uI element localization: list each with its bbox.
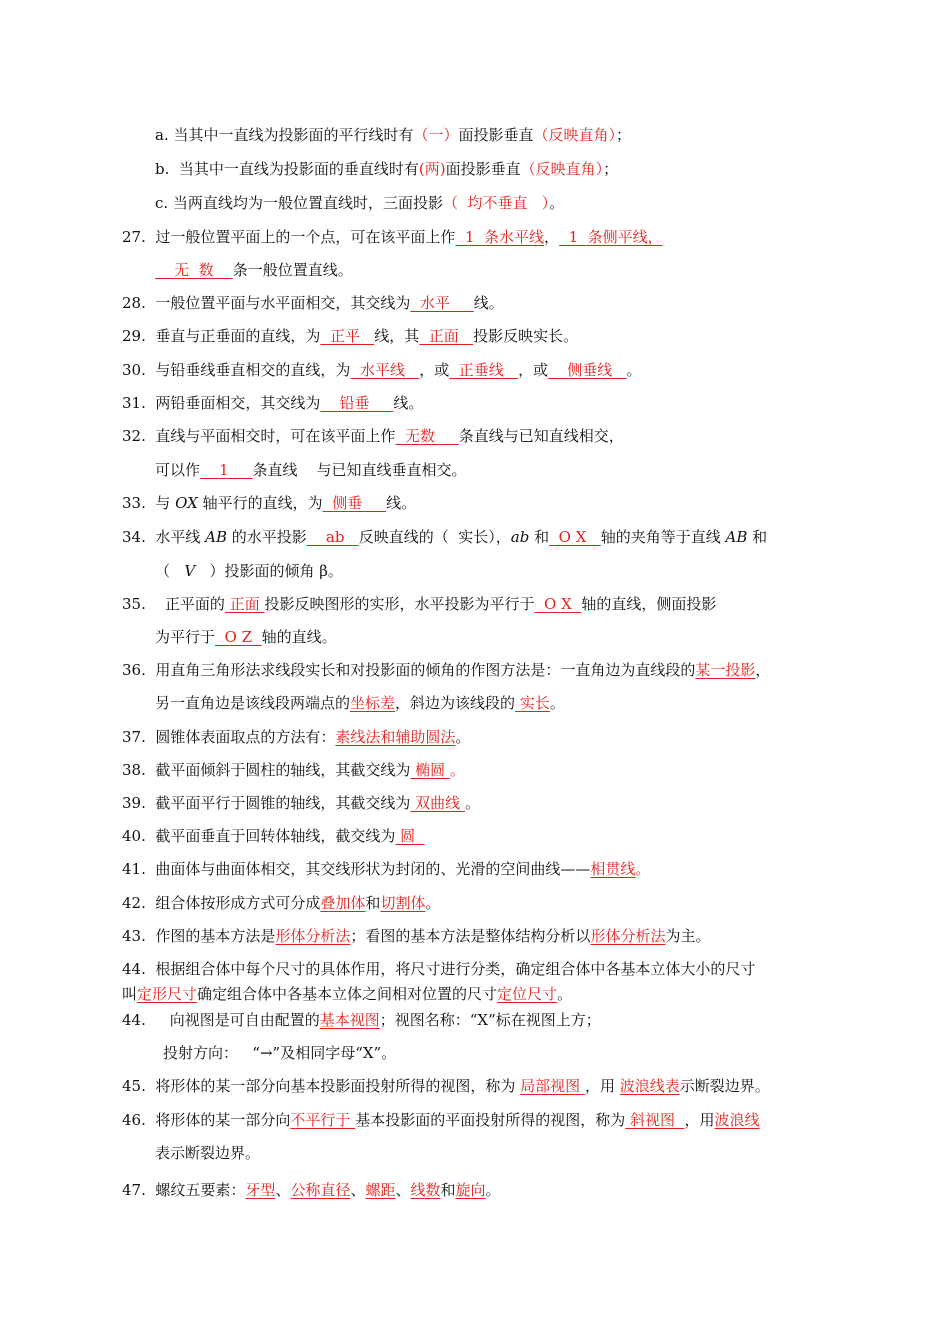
answer-blank: 双曲线: [410, 794, 465, 812]
question-text: 条直线与已知直线相交，: [458, 427, 624, 445]
question-text: 确定组合体中各基本立体之间相对位置的尺寸: [197, 985, 498, 1003]
answer-blank: 形体分析法: [590, 927, 666, 945]
text-line-35b: [155, 627, 337, 647]
text-line-34b: [155, 561, 343, 581]
question-text: 轴的直线。: [261, 628, 337, 646]
answer-blank: 波浪线: [714, 1111, 760, 1129]
question-text: 34. 水平线: [122, 528, 206, 546]
question-text: （: [155, 562, 185, 580]
answer-blank: 局部视图: [520, 1077, 585, 1095]
question-text: ，斜边为该线段的: [395, 694, 516, 712]
answer-blank: 实长: [515, 694, 550, 712]
text-line-46b: [155, 1143, 260, 1163]
question-text: 45. 将形体的某一部分向基本投影面投射所得的视图，称为: [122, 1077, 521, 1095]
text-line-44: [122, 1010, 601, 1030]
question-text: ；看图的基本方法是整体结构分析以: [350, 927, 591, 945]
answer-blank: 牙型: [245, 1181, 276, 1199]
question-text: ，用: [684, 1111, 715, 1129]
question-text: 27. 过一般位置平面上的一个点，可在该平面上作: [122, 228, 456, 246]
question-text: ，: [755, 661, 771, 679]
answer-blank: 圆: [395, 827, 425, 845]
text-line-36: [122, 660, 770, 680]
answer-blank: 铅垂: [320, 394, 394, 412]
question-text: 轴的夹角等于直线: [600, 528, 726, 546]
answer-blank: O X: [549, 528, 601, 546]
answer-blank: O Z: [215, 628, 262, 646]
answer-text: (两): [418, 160, 446, 178]
question-text: 28. 一般位置平面与水平面相交，其交线为: [122, 294, 411, 312]
question-text: ；视图名称：“X”标在视图上方；: [379, 1011, 601, 1029]
text-line-30: [122, 360, 642, 380]
answer-text: （一）: [413, 126, 459, 144]
question-text: 轴的直线，侧面投影: [581, 595, 717, 613]
question-text: 。: [485, 1181, 501, 1199]
text-line-33: [122, 493, 416, 513]
question-text: 另一直角边是该线段两端点的: [155, 694, 351, 712]
answer-blank: 线数: [410, 1181, 441, 1199]
text-line-27b: [155, 260, 353, 280]
text-line-40: [122, 826, 425, 846]
question-text: ；: [616, 126, 632, 144]
answer-blank: 旋向: [455, 1181, 486, 1199]
text-line-c: [155, 193, 564, 213]
text-line-27: [122, 227, 663, 247]
question-text: 。: [626, 361, 642, 379]
answer-blank: 1 条水平线: [455, 228, 545, 246]
text-line-32b: [155, 460, 467, 480]
question-text: ；: [603, 160, 619, 178]
question-text: 39. 截平面平行于圆锥的轴线，其截交线为: [122, 794, 411, 812]
question-text: 线。: [393, 394, 424, 412]
answer-blank: 无数: [395, 427, 459, 445]
answer-blank: 椭圆: [410, 761, 450, 779]
answer-blank: 定位尺寸: [497, 985, 558, 1003]
text-line-44a: [122, 959, 755, 979]
question-text: 和: [529, 528, 550, 546]
question-text: 30. 与铅垂线垂直相交的直线，为: [122, 361, 351, 379]
question-text: 43. 作图的基本方法是: [122, 927, 276, 945]
answer-blank: 侧垂: [322, 494, 387, 512]
question-text: ，用: [584, 1077, 620, 1095]
question-text: 。: [455, 728, 471, 746]
text-line-37: [122, 727, 470, 747]
question-text: 线。: [473, 294, 504, 312]
question-text: 可以作: [155, 461, 201, 479]
question-text: 表示断裂边界。: [155, 1144, 261, 1162]
question-text: 37. 圆锥体表面取点的方法有：: [122, 728, 336, 746]
text-line-31: [122, 393, 423, 413]
text-line-41: [122, 859, 650, 879]
question-text: ）投影面的倾角 β。: [195, 562, 343, 580]
answer-blank: 斜视图: [625, 1111, 685, 1129]
question-text: 。: [464, 794, 480, 812]
answer-text: 。: [635, 860, 651, 878]
answer-blank: 1: [200, 461, 253, 479]
text-line-b: [155, 159, 618, 179]
question-text: 和: [365, 894, 381, 912]
italic-symbol: OX: [175, 494, 198, 512]
answer-blank: ab: [306, 528, 359, 546]
answer-blank: 正面: [224, 595, 265, 613]
answer-blank: 公称直径: [290, 1181, 351, 1199]
question-text: 、: [395, 1181, 411, 1199]
question-text: 叫: [122, 985, 138, 1003]
question-text: 和: [440, 1181, 456, 1199]
question-text: c. 当两直线均为一般位置直线时，三面投影: [155, 194, 443, 212]
question-text: 47. 螺纹五要素：: [122, 1181, 246, 1199]
question-text: 条直线 与已知直线垂直相交。: [252, 461, 467, 479]
question-text: 35. 正平面的: [122, 595, 225, 613]
question-text: b. 当其中一直线为投影面的垂直线时有: [155, 160, 419, 178]
question-text: 38. 截平面倾斜于圆柱的轴线，其截交线为: [122, 761, 411, 779]
italic-symbol: AB: [205, 528, 228, 546]
question-text: 为主。: [665, 927, 711, 945]
text-line-32: [122, 426, 624, 446]
text-line-35: [122, 594, 716, 614]
italic-symbol: ab: [510, 528, 530, 546]
question-text: 32. 直线与平面相交时，可在该平面上作: [122, 427, 396, 445]
question-text: 线。: [386, 494, 417, 512]
text-line-a: [155, 125, 631, 145]
question-text: 和: [747, 528, 768, 546]
text-line-42: [122, 893, 440, 913]
question-text: 示断裂边界。: [679, 1077, 770, 1095]
question-text: ，: [544, 228, 560, 246]
question-text: 、: [275, 1181, 291, 1199]
question-text: 基本投影面的平面投射所得的视图，称为: [355, 1111, 626, 1129]
answer-blank: 无 数: [155, 261, 233, 279]
question-text: 。: [557, 985, 573, 1003]
question-text: 29. 垂直与正垂面的直线，为: [122, 327, 321, 345]
text-line-46: [122, 1110, 760, 1130]
answer-blank: 水平线: [350, 361, 420, 379]
text-line-44b: [163, 1043, 396, 1063]
text-line-43: [122, 926, 710, 946]
question-text: 条一般位置直线。: [232, 261, 353, 279]
text-line-44a2: [122, 984, 572, 1004]
question-text: 44. 根据组合体中每个尺寸的具体作用，将尺寸进行分类，确定组合体中各基本立体大小的尺寸: [122, 960, 756, 978]
answer-blank: 正垂线: [449, 361, 519, 379]
question-text: 31. 两铅垂面相交，其交线为: [122, 394, 321, 412]
answer-blank: 波浪线表: [619, 1077, 680, 1095]
question-text: 46. 将形体的某一部分向: [122, 1111, 291, 1129]
answer-blank: 正平: [320, 327, 375, 345]
answer-blank: 相贯线: [590, 860, 636, 878]
answer-blank: 螺距: [365, 1181, 396, 1199]
text-line-36b: [155, 693, 565, 713]
answer-blank: 不平行于: [290, 1111, 356, 1129]
question-text: 41. 曲面体与曲面体相交，其交线形状为封闭的、光滑的空间曲线——: [122, 860, 591, 878]
question-text: 。: [549, 194, 565, 212]
question-text: 面投影垂直: [458, 126, 534, 144]
text-line-29: [122, 326, 578, 346]
answer-blank: O X: [534, 595, 582, 613]
answer-blank: 素线法和辅助圆法: [335, 728, 456, 746]
answer-blank: 1 条侧平线，: [559, 228, 663, 246]
text-line-34: [122, 527, 767, 547]
question-text: 为平行于: [155, 628, 216, 646]
question-text: 33. 与: [122, 494, 176, 512]
answer-blank: 切割体: [380, 894, 426, 912]
question-text: 投影反映实长。: [473, 327, 579, 345]
answer-blank: 正面: [419, 327, 474, 345]
question-text: 投影反映图形的实形，水平投影为平行于: [264, 595, 535, 613]
answer-blank: 基本视图: [319, 1011, 380, 1029]
question-text: ，或: [518, 361, 549, 379]
text-line-28: [122, 293, 504, 313]
answer-blank: 水平: [410, 294, 474, 312]
question-text: 轴平行的直线，为: [197, 494, 323, 512]
question-text: 、: [350, 1181, 366, 1199]
question-text: 投射方向： “→”及相同字母“X”。: [163, 1044, 397, 1062]
question-text: 44. 向视图是可自由配置的: [122, 1011, 320, 1029]
answer-blank: 坐标差: [350, 694, 396, 712]
answer-blank: 定形尺寸: [137, 985, 198, 1003]
question-text: 40. 截平面垂直于回转体轴线，截交线为: [122, 827, 396, 845]
answer-blank: 形体分析法: [275, 927, 351, 945]
answer-blank: 某一投影: [695, 661, 756, 679]
question-text: 反映直线的（ 实长），: [358, 528, 511, 546]
answer-text: （反映直角）: [533, 126, 617, 144]
text-line-39: [122, 793, 480, 813]
italic-symbol: V: [184, 562, 196, 580]
question-text: 。: [425, 894, 441, 912]
question-text: ，或: [419, 361, 450, 379]
answer-blank: 叠加体: [320, 894, 366, 912]
question-text: 的水平投影: [227, 528, 307, 546]
text-line-47: [122, 1180, 501, 1200]
question-text: 36. 用直角三角形法求线段实长和对投影面的倾角的作图方法是：一直角边为直线段的: [122, 661, 696, 679]
italic-symbol: AB: [725, 528, 748, 546]
question-text: 。: [549, 694, 565, 712]
text-line-38: [122, 760, 465, 780]
answer-text: （ 均不垂直 ）: [442, 194, 550, 212]
answer-text: （反映直角）: [520, 160, 604, 178]
answer-blank: 侧垂线: [548, 361, 627, 379]
question-text: a. 当其中一直线为投影面的平行线时有: [155, 126, 414, 144]
question-text: 42. 组合体按形成方式可分成: [122, 894, 321, 912]
answer-text: 。: [449, 761, 465, 779]
text-line-45: [122, 1076, 770, 1096]
question-text: 线，其: [374, 327, 420, 345]
question-text: 面投影垂直: [445, 160, 521, 178]
